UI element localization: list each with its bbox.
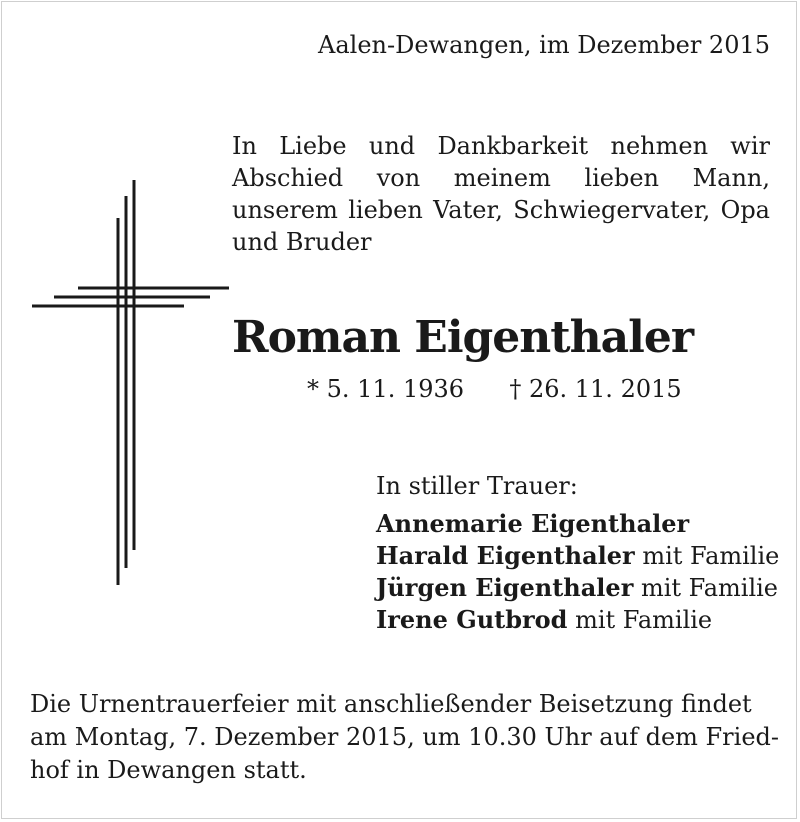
life-dates [307, 375, 682, 403]
mourner-name: Harald Eigenthaler [376, 541, 635, 570]
death-date: 26. 11. 2015 [528, 375, 682, 403]
mourning-heading: In stiller Trauer: [376, 472, 578, 500]
mourner-name: Jürgen Eigenthaler [376, 573, 634, 602]
place-date: Aalen-Dewangen, im Dezember 2015 [318, 31, 770, 59]
intro-text: In Liebe und Dankbarkeit nehmen wir Abschied von meinem lieben Mann, unserem lieben Vater, Schwiegervater, Opa und Bruder [232, 132, 770, 256]
birth-symbol: * [307, 375, 319, 403]
service-info [30, 688, 780, 787]
service-line: hof in Dewangen statt. [30, 756, 307, 784]
mourner-item [376, 572, 779, 604]
mourners-section [376, 470, 779, 636]
cross-icon [30, 180, 235, 590]
birth-date: 5. 11. 1936 [326, 375, 465, 403]
mourner-name: Annemarie Eigenthaler [376, 509, 690, 538]
service-line: am Montag, 7. Dezember 2015, um 10.30 Uhr auf dem Fried- [30, 723, 780, 751]
mourner-suffix: mit Familie [634, 542, 780, 570]
deceased-name: Roman Eigenthaler [232, 312, 694, 363]
mourner-suffix: mit Familie [567, 606, 713, 634]
mourner-item [376, 604, 779, 636]
mourner-suffix: mit Familie [633, 574, 778, 602]
mourner-item [376, 540, 779, 572]
mourner-item [376, 508, 779, 540]
service-line: Die Urnentrauerfeier mit anschließender Beisetzung findet [30, 690, 752, 718]
death-symbol: † [509, 375, 522, 403]
mourner-name: Irene Gutbrod [376, 605, 568, 634]
